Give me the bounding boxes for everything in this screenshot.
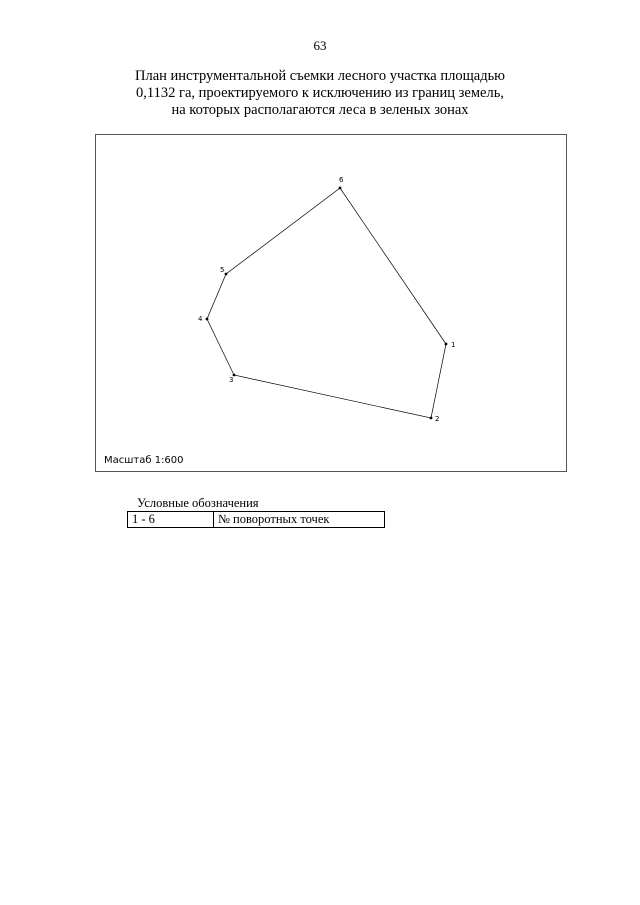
legend-table	[127, 511, 385, 528]
legend-title: Условные обозначения	[137, 496, 259, 510]
turning-point-6	[339, 187, 342, 190]
turning-point-label-5: 5	[220, 266, 225, 274]
turning-point-label-4: 4	[198, 315, 203, 323]
legend-symbol: 1 - 6	[128, 512, 214, 528]
title-line-1: План инструментальной съемки лесного участка площадью	[134, 68, 506, 84]
turning-point-label-2: 2	[435, 415, 440, 423]
turning-point-1	[445, 343, 448, 346]
survey-plan	[96, 135, 566, 471]
turning-point-label-3: 3	[229, 376, 234, 384]
legend-description: № поворотных точек	[214, 512, 385, 528]
scale-label: Масштаб 1:600	[104, 455, 184, 466]
document-title	[0, 68, 640, 119]
page-number: 63	[313, 38, 327, 53]
plot-boundary	[207, 188, 446, 418]
turning-point-5	[225, 273, 228, 276]
turning-point-2	[430, 417, 433, 420]
turning-point-label-1: 1	[451, 341, 456, 349]
title-line-2: 0,1132 га, проектируемого к исключению из границ земель,	[136, 85, 504, 101]
plan-frame	[95, 134, 567, 472]
turning-point-label-6: 6	[339, 176, 344, 184]
turning-point-4	[206, 318, 209, 321]
legend-row	[128, 512, 385, 528]
title-line-3: на которых располагаются леса в зеленых зонах	[171, 102, 469, 118]
turning-points	[198, 176, 455, 423]
